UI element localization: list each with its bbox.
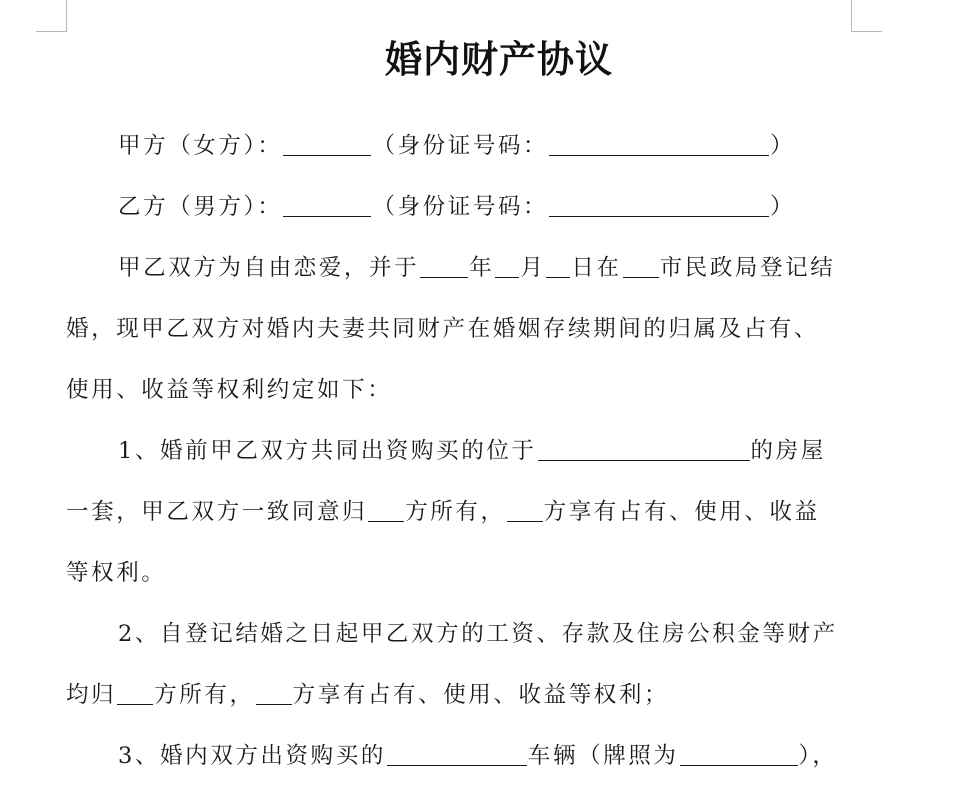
intro-line-1 bbox=[118, 248, 835, 288]
intro-line-3: 使用、收益等权利约定如下： bbox=[66, 377, 393, 403]
owner-party-blank[interactable] bbox=[368, 492, 404, 522]
clause-2-text: 方所有， bbox=[154, 682, 255, 708]
party-a-line bbox=[118, 126, 795, 166]
clause-3-line-1 bbox=[118, 736, 837, 776]
vehicle-blank[interactable] bbox=[387, 736, 527, 766]
license-plate-blank[interactable] bbox=[680, 736, 798, 766]
clause-1-line-3: 等权利。 bbox=[66, 560, 167, 586]
clause-1-text: 1、婚前甲乙双方共同出资购买的位于 bbox=[118, 438, 537, 464]
party-a-id-blank[interactable] bbox=[549, 126, 769, 156]
party-b-label: 乙方（男方）： bbox=[118, 194, 283, 220]
city-blank[interactable] bbox=[623, 248, 659, 278]
clause-2-line-2 bbox=[66, 675, 669, 715]
day-blank[interactable] bbox=[546, 248, 570, 278]
clause-1-text: 方享有占有、使用、收益 bbox=[543, 499, 820, 525]
intro-text: 甲乙双方为自由恋爱，并于 bbox=[118, 255, 420, 281]
party-b-id-blank[interactable] bbox=[549, 187, 769, 217]
clause-2-text: 方享有占有、使用、收益等权利； bbox=[292, 682, 670, 708]
house-location-blank[interactable] bbox=[538, 431, 750, 461]
party-a-label: 甲方（女方）： bbox=[118, 133, 283, 159]
clause-1-text: 方所有， bbox=[405, 499, 506, 525]
document-title: 婚内财产协议 bbox=[385, 38, 613, 81]
party-a-id-close: ） bbox=[770, 133, 796, 159]
clause-3-text: 车辆（牌照为 bbox=[527, 743, 679, 769]
user-party-blank[interactable] bbox=[507, 492, 543, 522]
clause-1-text: 的房屋 bbox=[750, 438, 826, 464]
party-b-id-label: （身份证号码： bbox=[372, 194, 549, 220]
party-a-name-blank[interactable] bbox=[283, 126, 371, 156]
clause-3-text: ）， bbox=[798, 743, 838, 769]
party-b-id-close: ） bbox=[770, 194, 796, 220]
party-b-name-blank[interactable] bbox=[283, 187, 371, 217]
clause-2-text: 均归 bbox=[66, 682, 117, 708]
intro-line-2: 婚，现甲乙双方对婚内夫妻共同财产在婚姻存续期间的归属及占有、 bbox=[66, 316, 820, 342]
crop-mark-top-left bbox=[36, 31, 66, 32]
crop-mark-top-left bbox=[66, 0, 67, 32]
crop-mark-top-right bbox=[852, 31, 882, 32]
year-blank[interactable] bbox=[420, 248, 468, 278]
year-label: 年 bbox=[469, 255, 495, 281]
clause-3-text: 3、婚内双方出资购买的 bbox=[118, 743, 386, 769]
clause-2-line-1: 2、自登记结婚之日起甲乙双方的工资、存款及住房公积金等财产 bbox=[118, 621, 838, 647]
month-blank[interactable] bbox=[495, 248, 519, 278]
crop-mark-top-right bbox=[851, 0, 852, 32]
user-party-blank[interactable] bbox=[256, 675, 292, 705]
intro-text: 市民政局登记结 bbox=[659, 255, 836, 281]
clause-1-line-2 bbox=[66, 492, 820, 532]
month-label: 月 bbox=[520, 255, 546, 281]
party-a-id-label: （身份证号码： bbox=[372, 133, 549, 159]
clause-1-text: 一套，甲乙双方一致同意归 bbox=[66, 499, 368, 525]
party-b-line bbox=[118, 187, 795, 227]
clause-1-line-1 bbox=[118, 431, 826, 471]
owner-party-blank[interactable] bbox=[117, 675, 153, 705]
day-label: 日在 bbox=[571, 255, 622, 281]
